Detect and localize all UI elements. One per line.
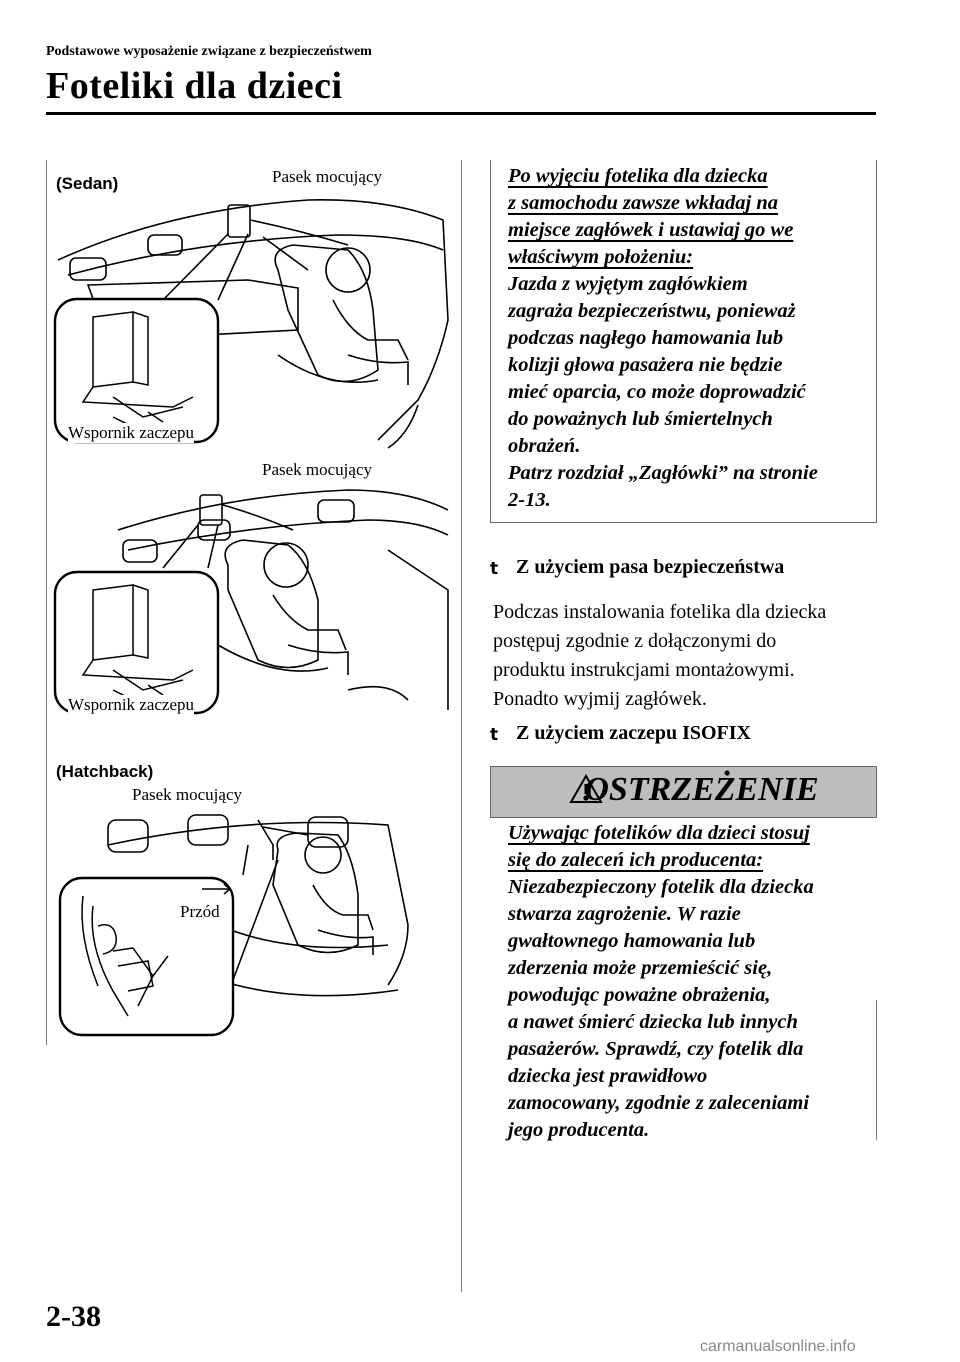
section1-bullet: t [490,559,499,579]
breadcrumb: Podstawowe wyposażenie związane z bezpieczeństwem [46,44,372,59]
caution-body-line: Patrz rozdział „Zagłówki” na stronie [508,462,818,484]
section2-bullet: t [490,725,499,745]
arrow-right-icon [200,881,234,895]
caution-body-line: obrażeń. [508,435,581,457]
caution-body-line: mieć oparcia, co może doprowadzić [508,381,806,403]
warning-body-line: powodując poważne obrażenia, [508,984,771,1006]
warning-header [490,766,877,818]
caution-heading-line: z samochodu zawsze wkładaj na [508,192,778,214]
paragraph-line: Ponadto wyjmij zagłówek. [493,688,707,710]
column-divider-right [876,1000,877,1140]
sedan-tag: (Sedan) [56,174,119,193]
front-label: Przód [180,902,220,921]
caution-text [508,163,870,514]
warning-body-line: pasażerów. Sprawdź, czy fotelik dla [508,1038,804,1060]
warning-heading-line: się do zaleceń ich producenta: [508,849,764,871]
warning-body-line: dziecka jest prawidłowo [508,1065,708,1087]
warning-body-line: Niezabezpieczony fotelik dla dziecka [508,876,814,898]
caution-heading-line: Po wyjęciu fotelika dla dziecka [508,165,768,187]
warning-body-line: jego producenta. [508,1119,650,1141]
caution-heading-line: miejsce zagłówek i ustawiaj go we [508,219,794,241]
warning-body-line: a nawet śmierć dziecka lub innych [508,1011,798,1033]
section2-heading: Z użyciem zaczepu ISOFIX [516,722,751,744]
warning-body-line: zamocowany, zgodnie z zaleceniami [508,1092,810,1114]
caution-heading-line: właściwym położeniu: [508,246,694,268]
section1-heading: Z użyciem pasa bezpieczeństwa [516,556,785,578]
warning-body-line: zderzenia może przemieścić się, [508,957,773,979]
paragraph-line: postępuj zgodnie z dołączonymi do [493,630,777,652]
column-divider-middle [461,160,462,1292]
caution-body-line: 2-13. [508,489,551,511]
title-rule [46,112,876,115]
hatchback-tag: (Hatchback) [56,762,154,781]
warning-title-text: OSTRZEŻENIE [584,771,819,808]
warning-text [508,820,870,1144]
paragraph-line: Podczas instalowania fotelika dla dziecka [493,601,827,623]
caution-body-line: zagraża bezpieczeństwu, ponieważ [508,300,796,322]
strap-label-3: Pasek mocujący [132,785,242,804]
caution-body-line: Jazda z wyjętym zagłówkiem [508,273,748,295]
section1-paragraph [493,598,873,714]
column-divider-left [46,160,47,1045]
strap-label-1: Pasek mocujący [272,167,382,186]
watermark: carmanualsonline.info [700,1338,856,1355]
page-title: Foteliki dla dzieci [46,65,343,107]
warning-body-line: gwałtownego hamowania lub [508,930,756,952]
warning-body-line: stwarza zagrożenie. W razie [508,903,741,925]
strap-label-2: Pasek mocujący [262,460,372,479]
warning-title [491,771,876,809]
bracket-label-2: Wspornik zaczepu [68,695,195,714]
page-number: 2-38 [46,1300,101,1333]
paragraph-line: produktu instrukcjami montażowymi. [493,659,795,681]
hook-inset [58,876,236,1038]
caution-body-line: podczas nagłego hamowania lub [508,327,784,349]
caution-body-line: kolizji głowa pasażera nie będzie [508,354,783,376]
caution-body-line: do poważnych lub śmiertelnych [508,408,773,430]
bracket-label-1: Wspornik zaczepu [68,423,195,442]
warning-heading-line: Używając fotelików dla dzieci stosuj [508,822,810,844]
